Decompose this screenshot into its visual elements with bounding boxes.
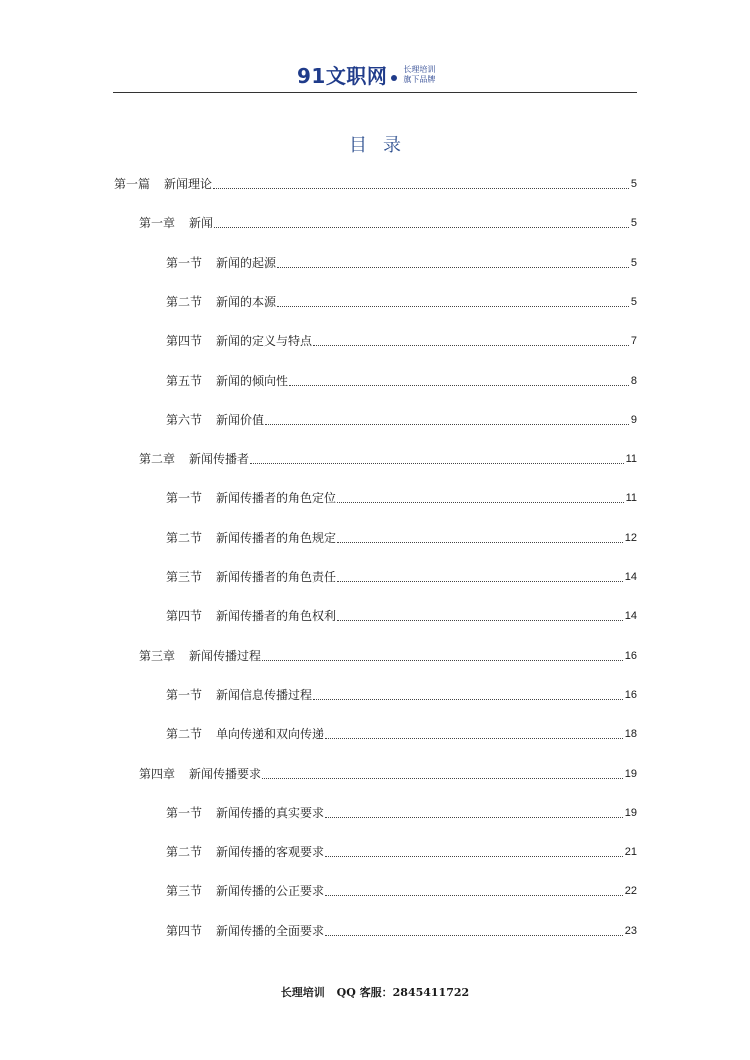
toc-dot-leader — [313, 699, 623, 700]
toc-entry-page-number: 12 — [624, 531, 637, 544]
toc-entry-page-number: 9 — [630, 413, 637, 426]
toc-entry-page-number: 8 — [630, 374, 637, 387]
toc-entry-title: 新闻理论 — [164, 177, 213, 191]
footer-brand: 长理培训 — [280, 986, 325, 999]
toc-dot-leader — [337, 502, 624, 503]
toc-dot-leader — [250, 463, 624, 464]
toc-dot-leader — [325, 817, 623, 818]
toc-dot-leader — [265, 424, 629, 425]
toc-dot-leader — [262, 660, 623, 661]
toc-entry[interactable] — [139, 211, 637, 231]
toc-dot-leader — [325, 738, 623, 739]
toc-entry-page-number: 19 — [624, 806, 637, 819]
toc-entry-title: 新闻的倾向性 — [216, 373, 289, 388]
toc-entry-title: 新闻的本源 — [216, 294, 277, 309]
toc-entry-title: 新闻传播要求 — [189, 766, 262, 781]
toc-entry-page-number: 18 — [624, 728, 637, 741]
toc-entry-number: 第六节 — [166, 412, 203, 427]
toc-entry-title: 新闻传播者的角色权利 — [216, 609, 337, 624]
toc-entry-page-number: 16 — [624, 688, 637, 701]
logo-tagline-line-1: 长理培训 — [403, 64, 436, 74]
toc-entry-number: 第二节 — [166, 727, 203, 742]
toc-entry[interactable] — [114, 172, 637, 192]
logo-dot-icon — [391, 75, 397, 81]
toc-entry[interactable] — [166, 290, 637, 310]
toc-entry-page-number: 19 — [624, 767, 637, 780]
toc-entry-title: 新闻传播者的角色规定 — [216, 530, 337, 545]
toc-entry[interactable] — [166, 369, 637, 389]
toc-entry-page-number: 11 — [625, 492, 637, 505]
toc-dot-leader — [325, 895, 623, 896]
toc-entry-page-number: 7 — [630, 335, 637, 348]
toc-entry-page-number: 5 — [630, 178, 637, 190]
toc-entry-number: 第一章 — [139, 216, 176, 231]
toc-entry-title: 新闻传播者的角色责任 — [216, 570, 337, 584]
toc-entry-number: 第一节 — [166, 805, 203, 820]
toc-entry-title: 新闻的起源 — [216, 255, 277, 270]
toc-entry[interactable] — [166, 801, 637, 821]
toc-entry[interactable] — [139, 447, 637, 467]
toc-dot-leader — [325, 935, 623, 936]
toc-dot-leader — [325, 856, 623, 857]
toc-entry[interactable] — [166, 683, 637, 703]
toc-dot-leader — [213, 188, 629, 189]
toc-entry-title: 新闻传播的真实要求 — [216, 805, 325, 820]
toc-entry-number: 第一篇 — [114, 177, 151, 191]
page-footer — [0, 984, 750, 1000]
toc-entry[interactable] — [166, 251, 637, 271]
toc-entry-number: 第四章 — [139, 766, 176, 781]
toc-entry-number: 第五节 — [166, 373, 203, 388]
toc-entry-number: 第二节 — [166, 530, 203, 545]
toc-dot-leader — [289, 385, 629, 386]
toc-entry[interactable] — [166, 408, 637, 428]
toc-dot-leader — [313, 345, 629, 346]
toc-dot-leader — [337, 581, 623, 582]
toc-dot-leader — [277, 267, 629, 268]
toc-entry-title: 新闻的定义与特点 — [216, 334, 313, 349]
toc-dot-leader — [262, 778, 623, 779]
toc-entry[interactable] — [166, 604, 637, 624]
toc-entry-number: 第一节 — [166, 255, 203, 270]
toc-entry[interactable] — [166, 879, 637, 899]
toc-entry-number: 第二节 — [166, 294, 203, 309]
toc-entry[interactable] — [166, 919, 637, 939]
toc-entry-number: 第四节 — [166, 609, 203, 624]
toc-title: 目录 — [349, 135, 417, 156]
toc-entry-number: 第四节 — [166, 923, 203, 938]
logo-wordmark: 91文职网 — [297, 64, 388, 88]
toc-entry-title: 新闻传播者 — [189, 452, 250, 467]
toc-entry-page-number: 16 — [624, 649, 637, 662]
toc-entry-title: 单向传递和双向传递 — [216, 727, 325, 742]
toc-entry-number: 第三章 — [139, 648, 176, 663]
toc-entry-page-number: 14 — [624, 571, 637, 583]
toc-entry[interactable] — [166, 329, 637, 349]
toc-entry[interactable] — [139, 644, 637, 664]
toc-entry-page-number: 14 — [624, 610, 637, 623]
toc-entry-page-number: 11 — [625, 453, 637, 466]
toc-entry-title: 新闻传播者的角色定位 — [216, 491, 337, 506]
toc-entry[interactable] — [166, 486, 637, 506]
toc-entry-number: 第一节 — [166, 687, 203, 702]
toc-entry-page-number: 5 — [630, 295, 637, 308]
toc-entry-title: 新闻传播的全面要求 — [216, 923, 325, 938]
toc-entry[interactable] — [139, 762, 637, 782]
toc-entry-number: 第二章 — [139, 452, 176, 467]
toc-dot-leader — [337, 542, 623, 543]
toc-entry-title: 新闻传播的公正要求 — [216, 884, 325, 899]
toc-entry-number: 第三节 — [166, 884, 203, 899]
site-logo — [297, 60, 435, 89]
toc-entry-number: 第一节 — [166, 491, 203, 506]
toc-dot-leader — [214, 227, 629, 228]
toc-entry[interactable] — [166, 722, 637, 742]
toc-entry-number: 第三节 — [166, 570, 203, 584]
logo-tagline — [403, 65, 435, 85]
toc-entry-page-number: 22 — [624, 885, 637, 898]
logo-tagline-line-2: 旗下品牌 — [403, 74, 436, 84]
toc-entry-title: 新闻价值 — [216, 412, 265, 427]
toc-dot-leader — [337, 620, 623, 621]
toc-entry-page-number: 21 — [624, 846, 637, 859]
toc-entry-title: 新闻信息传播过程 — [216, 687, 313, 702]
toc-entry-number: 第二节 — [166, 845, 203, 860]
toc-entry-page-number: 23 — [624, 924, 637, 937]
toc-entry[interactable] — [166, 526, 637, 546]
footer-qq-service: QQ 客服：2845411722 — [336, 986, 470, 999]
toc-entry-title: 新闻传播过程 — [189, 648, 262, 663]
toc-dot-leader — [277, 306, 629, 307]
toc-entry[interactable] — [166, 840, 637, 860]
toc-entry-title: 新闻 — [189, 216, 214, 231]
toc-entry[interactable] — [166, 565, 637, 585]
toc-entry-page-number: 5 — [630, 217, 637, 230]
toc-entry-title: 新闻传播的客观要求 — [216, 845, 325, 860]
toc-entry-page-number: 5 — [630, 256, 637, 269]
toc-entry-number: 第四节 — [166, 334, 203, 349]
page-header — [113, 52, 637, 93]
